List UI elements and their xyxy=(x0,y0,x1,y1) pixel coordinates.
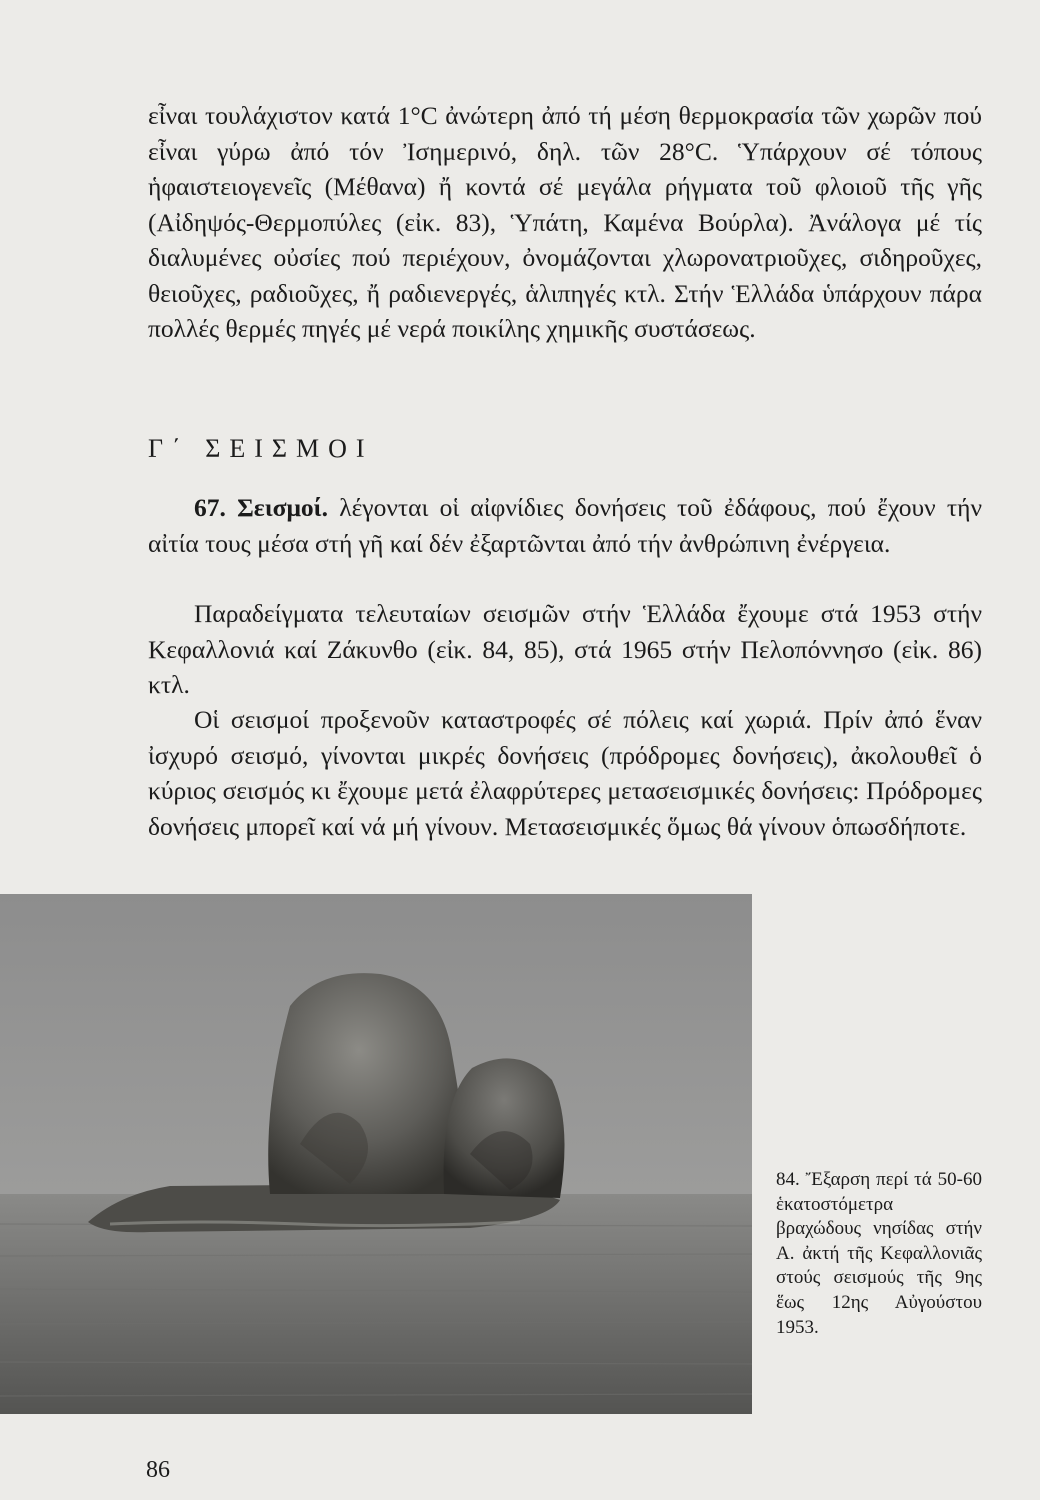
examples-text: Παραδείγματα τελευταίων σεισμῶν στήν Ἑλλάδα ἔχουμε στά 1953 στήν Κεφαλλονιά καί Ζάκυνθο (εἰκ. 84, 85), στά 1965 στήν Πελοπόννησο (εἰκ. 86) κτλ. xyxy=(148,599,982,699)
page-number: 86 xyxy=(146,1457,170,1483)
effects-text: Οἱ σεισμοί προξενοῦν καταστροφές σέ πόλεις καί χωριά. Πρίν ἀπό ἕναν ἰσχυρό σεισμό, γίνονται μικρές δονήσεις (πρόδρομες δονήσεις), ἀκολουθεῖ ὁ κύριος σεισμός κι ἔχουμε μετά ἐλαφρύτερες μετασεισμικές δονήσεις: Πρόδρομες δονήσεις μπορεῖ καί νά μή γίνουν. Μετασεισμικές ὅμως θά γίνουν ὁπωσδήποτε. xyxy=(148,705,982,841)
section-67-text: λέγονται οἱ αἰφνίδιες δονήσεις τοῦ ἐδάφους, πού ἔχουν τήν αἰτία τους μέσα στή γῆ καί δέν ἐξαρτῶνται ἀπό τήν ἀνθρώπινη ἐνέργεια. xyxy=(148,493,983,558)
effects-paragraph xyxy=(148,702,982,844)
section-67-title: 67. Σεισμοί. xyxy=(194,493,328,522)
figure-84-photo xyxy=(0,894,752,1414)
figure-84-caption: 84. Ἔξαρση περί τά 50-60 ἑκατοστόμετρα βραχώδους νησίδας στήν Α. ἀκτή τῆς Κεφαλλονιᾶς στούς σεισμούς τῆς 9ης ἕως 12ης Αὐγούστου 1953. xyxy=(776,1169,982,1338)
section-heading: Γ΄ ΣΕΙΣΜΟΙ xyxy=(148,434,374,463)
top-paragraph: εἶναι τουλάχιστον κατά 1°C ἀνώτερη ἀπό τή μέση θερμοκρασία τῶν χωρῶν πού εἶναι γύρω ἀπό τόν Ἰσημερινό, δηλ. τῶν 28°C. Ὑπάρχουν σέ τόπους ἡφαιστειογενεῖς (Μέθανα) ἤ κοντά σέ μεγάλα ρήγματα τοῦ φλοιοῦ τῆς γῆς (Αἰδηψός-Θερμοπύλες (εἰκ. 83), Ὑπάτη, Καμένα Βούρλα). Ἀνάλογα μέ τίς διαλυμένες οὐσίες πού περιέχουν, ὀνομάζονται χλωρονατριοῦχες, σιδηροῦχες, θειοῦχες, ραδιοῦχες, ἤ ραδιενεργές, ἁλιπηγές κτλ. Στήν Ἑλλάδα ὑπάρχουν πάρα πολλές θερμές πηγές μέ νερά ποικίλης χημικῆς συστάσεως. xyxy=(148,101,982,343)
examples-paragraph xyxy=(148,596,982,703)
section-67-paragraph xyxy=(148,490,982,561)
rock-islet-image xyxy=(0,894,752,1414)
